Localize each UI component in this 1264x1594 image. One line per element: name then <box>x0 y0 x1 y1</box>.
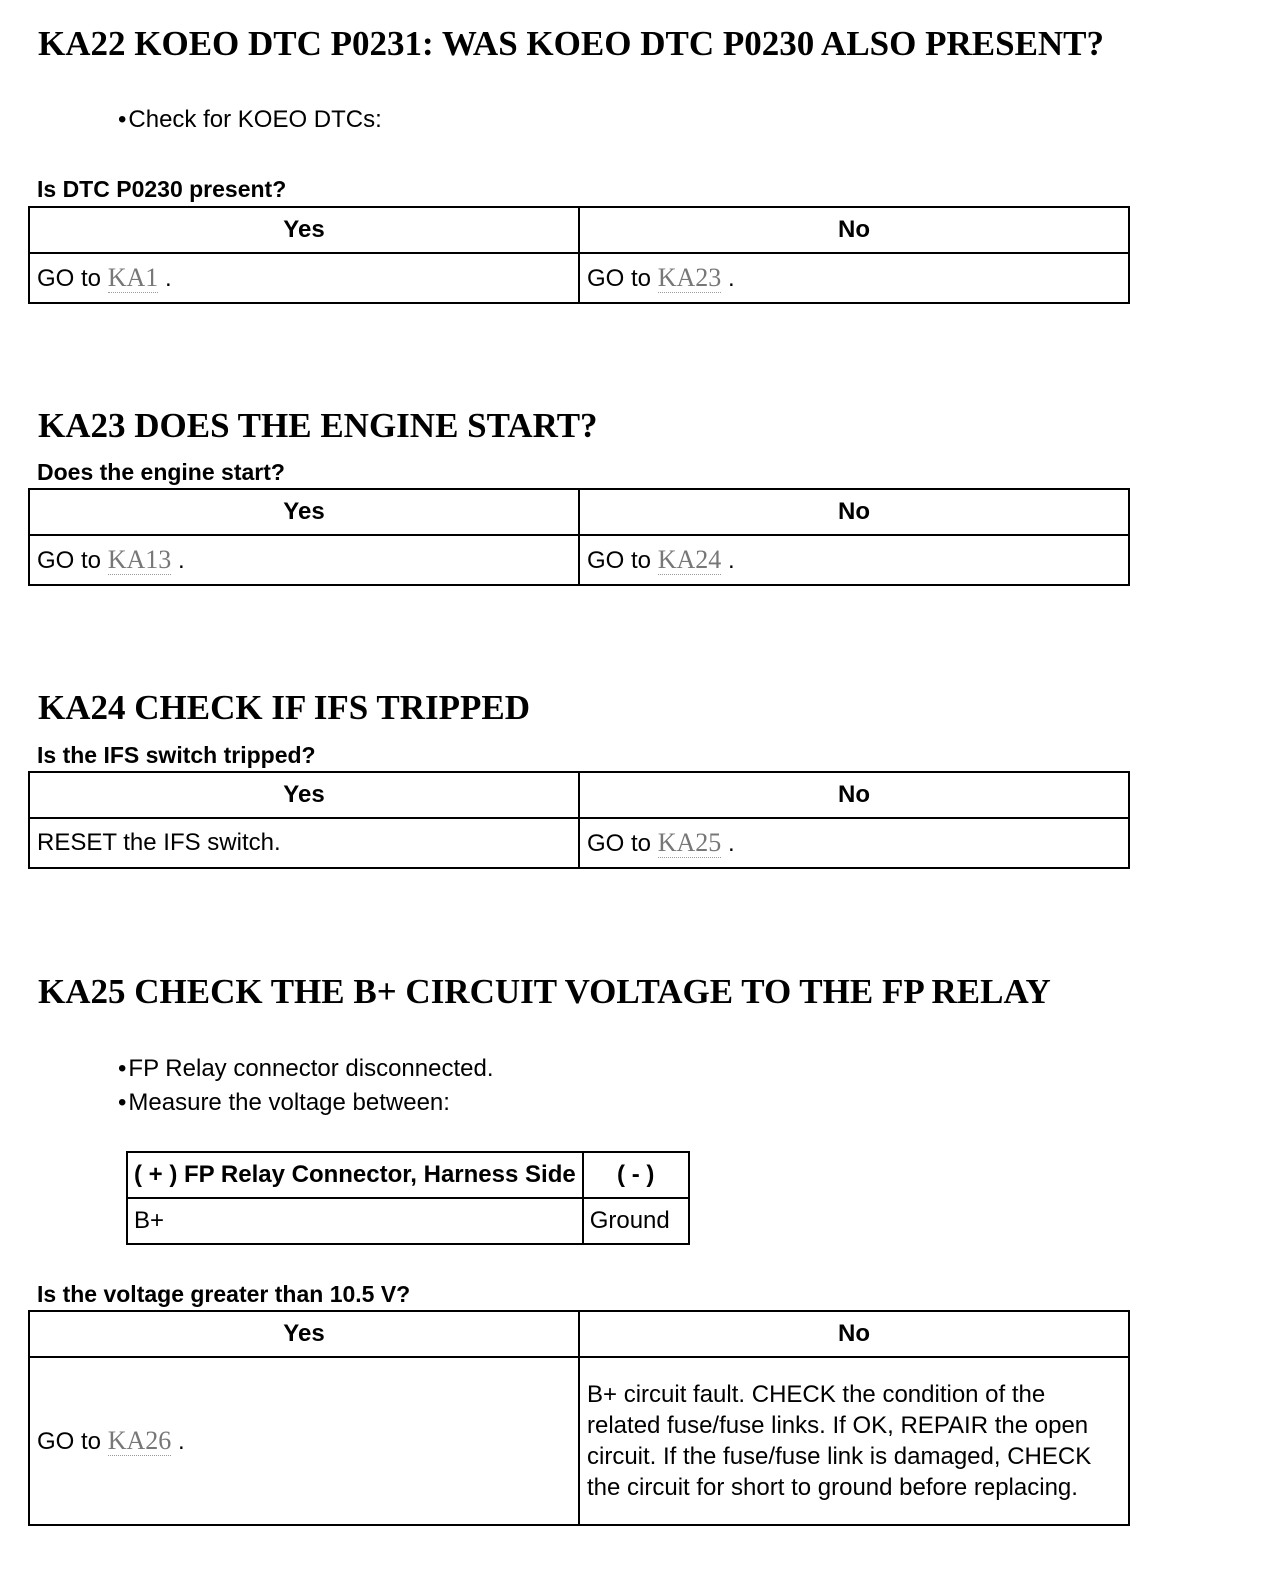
ka23-title: KA23 DOES THE ENGINE START? <box>38 406 598 445</box>
link-ka1[interactable]: KA1 <box>107 263 159 292</box>
link-ka13[interactable]: KA13 <box>107 545 172 574</box>
yes-header: Yes <box>29 772 579 818</box>
yes-cell: RESET the IFS switch. <box>29 818 579 868</box>
minus-header: ( - ) <box>583 1152 689 1198</box>
no-header: No <box>579 772 1129 818</box>
yes-cell <box>29 535 579 585</box>
minus-value: Ground <box>583 1198 689 1244</box>
yes-header: Yes <box>29 207 579 253</box>
ka25-answer-table <box>28 1310 1130 1526</box>
yes-header: Yes <box>29 489 579 535</box>
ka22-bullet-list <box>118 103 382 137</box>
go-to-label: GO to <box>37 1428 102 1455</box>
go-to-label: GO to <box>587 547 652 574</box>
ka22-bullet: • Check for KOEO DTCs: <box>118 103 382 137</box>
period: . <box>177 1428 185 1455</box>
period: . <box>177 547 185 574</box>
period: . <box>164 265 172 292</box>
ka22-title: KA22 KOEO DTC P0231: WAS KOEO DTC P0230 ALSO PRESENT? <box>38 24 1105 63</box>
go-to-label: GO to <box>587 830 652 857</box>
yes-header: Yes <box>29 1311 579 1357</box>
ka25-bullet-list <box>118 1052 494 1120</box>
go-to-label: GO to <box>587 265 652 292</box>
plus-value: B+ <box>127 1198 583 1244</box>
link-ka25[interactable]: KA25 <box>657 828 722 857</box>
go-to-label: GO to <box>37 265 102 292</box>
yes-cell <box>29 253 579 303</box>
go-to-label: GO to <box>37 547 102 574</box>
plus-header: ( + ) FP Relay Connector, Harness Side <box>127 1152 583 1198</box>
ka25-bullet: • Measure the voltage between: <box>118 1086 494 1120</box>
ka25-title: KA25 CHECK THE B+ CIRCUIT VOLTAGE TO THE FP RELAY <box>38 972 1051 1011</box>
ka22-answer-table <box>28 206 1130 304</box>
yes-cell <box>29 1357 579 1525</box>
period: . <box>727 265 735 292</box>
link-ka24[interactable]: KA24 <box>657 545 722 574</box>
ka22-question: Is DTC P0230 present? <box>37 176 287 202</box>
ka25-bullet: • FP Relay connector disconnected. <box>118 1052 494 1086</box>
no-cell: B+ circuit fault. CHECK the condition of the related fuse/fuse links. If OK, REPAIR the open circuit. If the fuse/fuse link is damaged, CHECK the circuit for short to ground before replacing. <box>579 1357 1129 1525</box>
no-cell <box>579 535 1129 585</box>
no-header: No <box>579 1311 1129 1357</box>
ka23-question: Does the engine start? <box>37 459 285 485</box>
ka24-answer-table <box>28 771 1130 869</box>
no-cell <box>579 818 1129 868</box>
ka24-question: Is the IFS switch tripped? <box>37 742 316 768</box>
ka25-question: Is the voltage greater than 10.5 V? <box>37 1281 411 1307</box>
measurement-table <box>126 1151 690 1245</box>
no-header: No <box>579 207 1129 253</box>
period: . <box>727 830 735 857</box>
period: . <box>727 547 735 574</box>
no-cell <box>579 253 1129 303</box>
link-ka23[interactable]: KA23 <box>657 263 722 292</box>
ka23-answer-table <box>28 488 1130 586</box>
ka24-title: KA24 CHECK IF IFS TRIPPED <box>38 688 530 727</box>
no-header: No <box>579 489 1129 535</box>
link-ka26[interactable]: KA26 <box>107 1426 172 1455</box>
